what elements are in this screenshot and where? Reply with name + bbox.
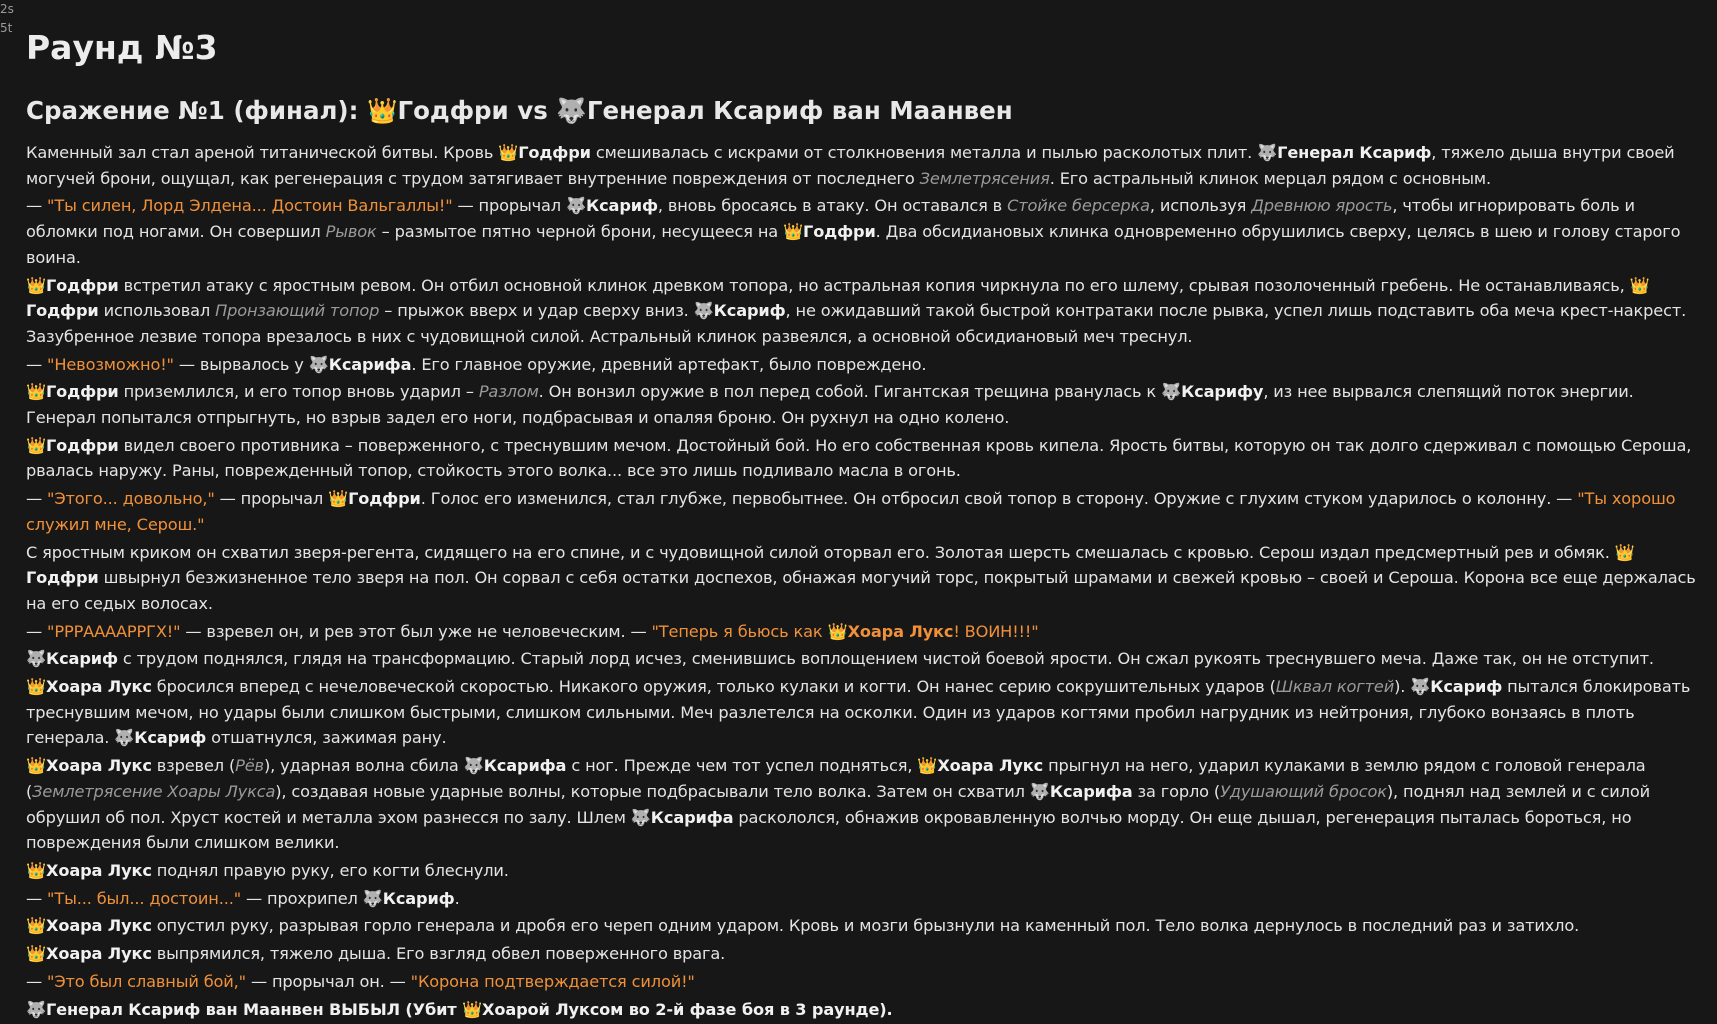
corner-line-2: 5t [0,21,13,35]
crown-icon: 👑 [26,916,47,936]
story-paragraph [26,674,1700,751]
character-name: Годфри [26,568,99,588]
skill-name: Древнюю ярость [1251,196,1393,216]
quote-text: "Невозможно!" [47,354,174,374]
battle-heading [26,94,1700,128]
text-segment: , не ожидавший такой быстрой контратаки после рывка, успел лишь подставить оба меча крест-накрест. Зазубренное лезвие топора врезалось в них с чудовищной силой. Астральный клинок развеялся, а основной обсидиановый меч треснул. [26,301,1687,346]
quote-text: ! ВОИН!!!" [953,621,1039,641]
text-segment: отшатнулся, зажимая рану. [206,728,447,748]
text-segment: — прохрипел [241,888,363,908]
crown-icon: 👑 [26,756,47,776]
skill-name: Землетрясение Хоары Лукса [32,781,276,801]
crown-icon: 👑 [498,143,519,162]
character-name: Ксариф [713,301,786,321]
wolf-icon: 🐺 [1410,677,1431,697]
text-segment: поднял правую руку, его когти блеснули. [151,860,509,880]
text-segment: с ног. Прежде чем тот успел подняться, [566,756,918,776]
story-paragraph [26,886,1700,912]
text-segment: , используя [1149,196,1252,216]
text-segment: . Его астральный клинок мерцал рядом с основным. [1049,168,1491,188]
wolf-icon: 🐺 [463,756,484,776]
crown-icon: 👑 [1614,542,1635,562]
text-segment: пытался блокировать треснувшим мечом, но удары были слишком быстрыми, слишком сильными. Меч разлетелся на осколки. Один из ударов когтями пробил нагрудник из нейтрония, глубоко вонзаясь в плоть генерала. [26,677,1691,748]
text-segment: ). [1394,677,1411,697]
character-name: Хоара Лукс [847,621,954,641]
character-name: Хоара Лукс [46,756,152,776]
crown-icon: 👑 [783,222,804,242]
wolf-icon: 🐺 [556,96,587,125]
crown-icon: 👑 [917,756,938,776]
quote-text: "Ты хорошо служил мне, Серош." [26,489,1676,534]
crown-icon: 👑 [26,435,47,455]
character-name: Ксарифа [328,354,412,374]
quote-text: "Это был славный бой," [47,971,246,991]
story-paragraph [26,941,1700,967]
text-segment: — [26,971,48,991]
character-name: Хоарой Луксом во 2-й фазе боя в 3 раунде). [482,999,893,1019]
skill-name: Пронзающий топор [215,301,380,321]
crown-icon: 👑 [1629,275,1650,295]
battle-prefix: Сражение №1 (финал): [26,96,359,125]
story-paragraph [26,858,1700,884]
character-name: Ксарифа [483,756,567,776]
text-segment: видел своего противника – поверженного, с треснувшим мечом. Достойный бой. Но его собственная кровь кипела. Ярость битвы, которую он так долго сдерживал с помощью Сероша, рвалась наружу. Раны, поврежденный топор, стойкость этого волка... все это лишь подливало масла в огонь. [26,435,1692,481]
wolf-icon: 🐺 [1257,143,1278,162]
crown-icon: 👑 [462,999,483,1019]
quote-text: "РРРААААРРГХ!" [47,621,181,641]
character-name: Ксариф [586,196,658,216]
skill-name: Землетрясения [919,168,1050,188]
text-segment: раскололся, обнажив окровавленную волчью морду. Он еще дышал, регенерация пыталась бороться, но повреждения были слишком велики. [26,807,1632,853]
text-segment: С яростным криком он схватил зверя-регента, сидящего на его спине, и с чудовищной силой оторвал его. Золотая шерсть смешалась с кровью. Серош издал предсмертный рев и обмяк. [26,542,1615,562]
text-segment: бросился вперед с нечеловеческой скоростью. Никакого оружия, только кулаки и когти. Он нанес серию сокрушительных ударов ( [151,677,1276,697]
text-segment: – размытое пятно черной брони, несущееся на [376,222,784,242]
quote-text: "Теперь я бьюсь как [651,621,828,641]
wolf-icon: 🐺 [362,888,383,908]
crown-icon: 👑 [366,96,398,125]
text-segment: Каменный зал стал ареной титанической битвы. Кровь [26,143,499,162]
text-segment: — [26,621,48,641]
character-name: Ксариф [1430,677,1503,697]
crown-icon: 👑 [328,489,349,509]
story-paragraph [26,352,1700,378]
character-name: Хоара Лукс [937,756,1044,776]
story-paragraph [26,486,1700,537]
crown-icon: 👑 [26,275,47,295]
text-segment: ), создавая новые ударные волны, которые подбрасывали тело волка. Затем он схватил [275,781,1030,801]
character-name: Хоара Лукс [46,944,152,964]
skill-name: Разлом [478,382,539,402]
text-segment: швырнул безжизненное тело зверя на пол. Он сорвал с себя остатки доспехов, обнажая могучий торс, покрытый шрамами и свежей кровью – своей и Сероша. Корона все еще держалась на его седых волосах. [26,568,1696,613]
character-name: Хоара Лукс [46,916,152,936]
text-segment: . Его главное оружие, древний артефакт, было повреждено. [411,354,927,374]
text-segment: , из нее вырвался слепящий поток энергии. Генерал попытался отпрыгнуть, но взрыв задел его ноги, подбрасывая и опаляя броню. Он рухнул на одно колено. [26,382,1634,428]
character-name: Годфри [46,435,119,455]
text-segment: — [26,354,48,374]
skill-name: Рёв [235,756,264,776]
versus-label: vs [517,96,548,125]
character-name: Генерал Ксариф ван Маанвен ВЫБЫЛ (Убит [46,999,463,1019]
text-segment: – прыжок вверх и удар сверху вниз. [379,301,694,321]
text-segment: ), ударная волна сбила [263,756,464,776]
quote-text: "Ты силен, Лорд Элдена... Достоин Вальгаллы!" [47,196,453,216]
text-segment: выпрямился, тяжело дыша. Его взгляд обвел поверженного врага. [151,944,726,964]
character-name: Ксариф [382,888,455,908]
skill-name: Удушающий бросок [1220,781,1387,801]
text-segment: — прорычал [214,489,329,509]
story-paragraph [26,619,1700,645]
corner-line-1: 2s [0,2,14,16]
text-segment: опустил руку, разрывая горло генерала и дробя его череп одним ударом. Кровь и мозги брызнули на каменный пол. Тело волка дернулось в последний раз и затихло. [151,916,1580,936]
story-paragraph [26,140,1700,191]
skill-name: Стойке берсерка [1007,196,1150,216]
text-segment: , тяжело дыша внутри своей могучей брони, ощущал, как регенерация с трудом затягивает внутренние повреждения от последнего [26,143,1675,188]
crown-icon: 👑 [26,677,47,697]
character-name: Хоара Лукс [46,860,152,880]
character-name: Годфри [46,382,119,402]
text-segment: взревел ( [151,756,236,776]
text-segment: — [26,196,48,216]
character-name: Ксарифу [1181,382,1264,402]
skill-name: Рывок [325,222,377,242]
text-segment: за горло ( [1132,781,1221,801]
crown-icon: 👑 [26,944,47,964]
wolf-icon: 🐺 [693,301,714,321]
character-name: Годфри [348,489,421,509]
text-segment: приземлился, и его топор вновь ударил – [118,382,479,402]
story-paragraph [26,433,1700,484]
story-paragraph [26,969,1700,995]
character-name: Ксариф [46,649,118,669]
wolf-icon: 🐺 [1161,382,1182,402]
text-segment: — взревел он, и рев этот был уже не человеческим. — [180,621,652,641]
text-segment: . Он вонзил оружие в пол перед собой. Гигантская трещина рванулась к [538,382,1162,402]
text-segment: , чтобы игнорировать боль и обломки под ногами. Он совершил [26,196,1635,242]
character-name: Ксарифа [1049,781,1133,801]
story-paragraph [26,193,1700,270]
round-title: Раунд №3 [26,28,218,67]
character-name: Генерал Ксариф [1277,143,1432,162]
wolf-icon: 🐺 [114,728,135,748]
skill-name: Шквал когтей [1275,677,1395,697]
wolf-icon: 🐺 [566,196,587,216]
fighter-2-name: Генерал Ксариф ван Маанвен [586,96,1013,125]
character-name: Годфри [518,143,591,162]
crown-icon: 👑 [26,382,47,402]
text-segment: — вырвалось у [173,354,309,374]
character-name: Годфри [26,301,99,321]
text-segment: смешивалась с искрами от столкновения металла и пылью расколотых плит. [590,143,1258,162]
crown-icon: 👑 [827,621,848,641]
wolf-icon: 🐺 [1029,781,1050,801]
character-name: Хоара Лукс [46,677,152,697]
wolf-icon: 🐺 [26,999,47,1019]
story-paragraph [26,540,1700,617]
text-segment: — прорычал [452,196,566,216]
story-paragraph [26,273,1700,350]
story-paragraph [26,753,1700,856]
text-segment: . [454,888,460,908]
character-name: Годфри [46,275,119,295]
story-paragraph [26,646,1700,672]
message-content [26,26,1700,1024]
text-segment: . Голос его изменился, стал глубже, первобытнее. Он отбросил свой топор в сторону. Оружие с глухим стуком ударилось о колонну. — [420,489,1578,509]
story-paragraph [26,997,1700,1023]
text-segment: — [26,489,48,509]
quote-text: "Корона подтверждается силой!" [410,971,695,991]
wolf-icon: 🐺 [26,649,47,669]
fighter-1-name: Годфри [397,96,509,125]
character-name: Ксарифа [650,807,734,827]
crown-icon: 👑 [26,860,47,880]
text-segment: использовал [98,301,216,321]
character-name: Годфри [803,222,876,242]
text-segment: — прорычал он. — [245,971,411,991]
text-segment: . Два обсидиановых клинка одновременно обрушились сверху, целясь в шею и голову старого воина. [26,222,1681,267]
wolf-icon: 🐺 [630,807,651,827]
text-segment: с трудом поднялся, глядя на трансформацию. Старый лорд исчез, сменившись воплощением чистой боевой ярости. Он сжал рукоять треснувшего меча. Даже так, он не отступит. [117,649,1654,669]
story-text [26,140,1700,1022]
corner-indicator [0,0,14,38]
quote-text: "Ты... был... достоин..." [47,888,242,908]
character-name: Ксариф [134,728,207,748]
wolf-icon: 🐺 [308,354,329,374]
story-paragraph [26,913,1700,939]
text-segment: прыгнул на него, ударил кулаками в землю рядом с головой генерала ( [26,756,1646,801]
text-segment: , вновь бросаясь в атаку. Он оставался в [657,196,1008,216]
story-paragraph [26,379,1700,430]
quote-text: "Этого... довольно," [47,489,215,509]
text-segment: ), поднял над землей и с силой обрушил об пол. Хруст костей и металла эхом разнесся по залу. Шлем [26,781,1650,827]
text-segment: встретил атаку с яростным ревом. Он отбил основной клинок древком топора, но астральная копия чиркнула по его шлему, срывая позолоченный гребень. Не останавливаясь, [118,275,1630,295]
text-segment: — [26,888,48,908]
